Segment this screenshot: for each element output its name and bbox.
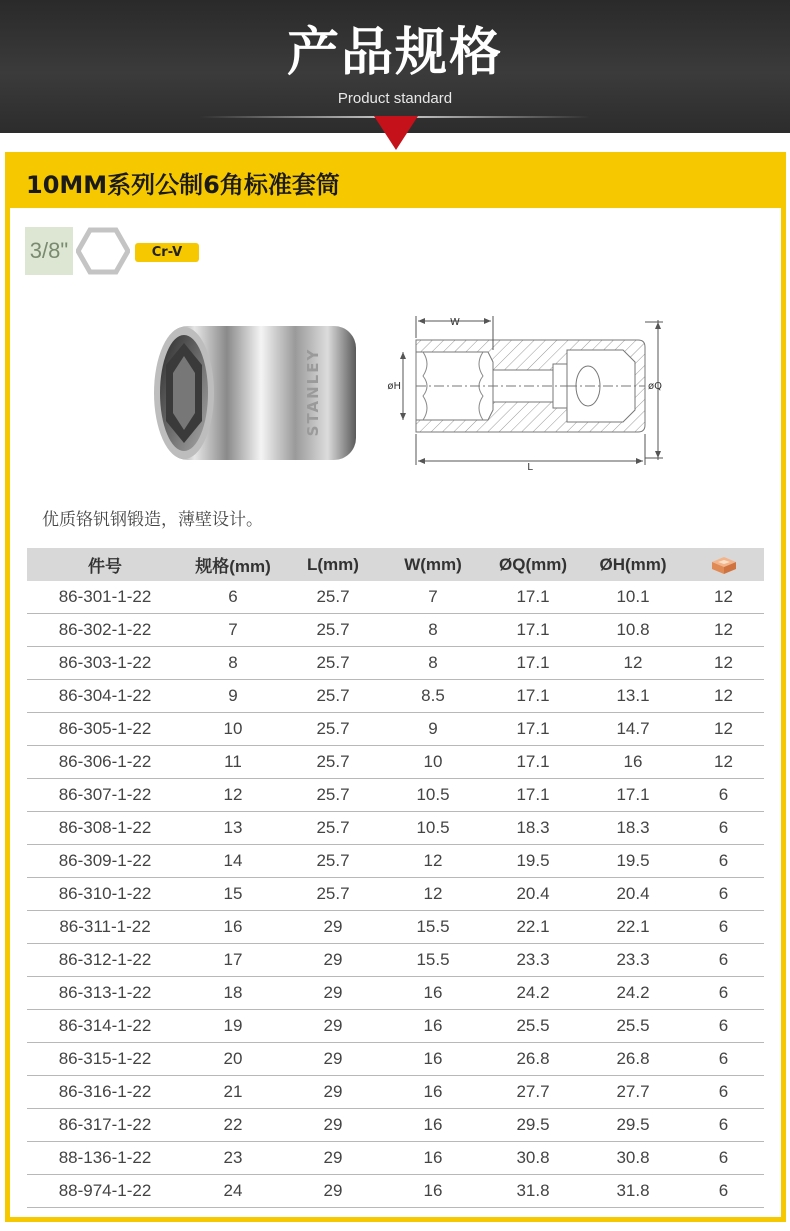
cell-width: 15.5 <box>383 944 483 977</box>
header-box-quantity <box>683 548 764 581</box>
cell-size: 14 <box>183 845 283 878</box>
cell-head-diameter: 26.8 <box>583 1043 683 1076</box>
material-badge: Cr-V <box>135 243 199 262</box>
cell-head-diameter: 10.1 <box>583 581 683 614</box>
cell-width: 8 <box>383 647 483 680</box>
cell-outer-diameter: 26.8 <box>483 1043 583 1076</box>
table-row <box>27 1010 764 1043</box>
cell-width: 16 <box>383 1175 483 1208</box>
socket-dimension-diagram <box>383 310 673 470</box>
table-row <box>27 944 764 977</box>
table-row <box>27 680 764 713</box>
table-row <box>27 779 764 812</box>
cell-part-number: 86-305-1-22 <box>27 713 183 746</box>
table-row <box>27 581 764 614</box>
cell-box-quantity: 6 <box>683 911 764 944</box>
cell-length: 25.7 <box>283 812 383 845</box>
cell-length: 29 <box>283 911 383 944</box>
cell-width: 16 <box>383 1043 483 1076</box>
cell-box-quantity: 6 <box>683 1043 764 1076</box>
cell-head-diameter: 27.7 <box>583 1076 683 1109</box>
cell-outer-diameter: 29.5 <box>483 1109 583 1142</box>
cell-part-number: 86-307-1-22 <box>27 779 183 812</box>
cell-size: 15 <box>183 878 283 911</box>
cell-head-diameter: 25.5 <box>583 1010 683 1043</box>
cell-box-quantity: 12 <box>683 614 764 647</box>
cell-width: 7 <box>383 581 483 614</box>
cell-part-number: 86-306-1-22 <box>27 746 183 779</box>
cell-length: 25.7 <box>283 845 383 878</box>
cell-width: 10.5 <box>383 779 483 812</box>
table-row <box>27 1109 764 1142</box>
cell-width: 16 <box>383 1142 483 1175</box>
cell-length: 25.7 <box>283 647 383 680</box>
cell-box-quantity: 6 <box>683 845 764 878</box>
cell-size: 19 <box>183 1010 283 1043</box>
cell-width: 10.5 <box>383 812 483 845</box>
cell-width: 9 <box>383 713 483 746</box>
down-arrow-icon <box>374 116 418 150</box>
cell-outer-diameter: 25.5 <box>483 1010 583 1043</box>
table-row <box>27 1142 764 1175</box>
socket-photo <box>148 318 373 468</box>
cell-outer-diameter: 24.2 <box>483 977 583 1010</box>
cell-length: 25.7 <box>283 746 383 779</box>
cell-outer-diameter: 17.1 <box>483 581 583 614</box>
table-row <box>27 911 764 944</box>
table-row <box>27 1076 764 1109</box>
cell-outer-diameter: 17.1 <box>483 647 583 680</box>
cell-size: 16 <box>183 911 283 944</box>
cell-size: 20 <box>183 1043 283 1076</box>
cell-part-number: 86-304-1-22 <box>27 680 183 713</box>
table-row <box>27 614 764 647</box>
cell-part-number: 86-311-1-22 <box>27 911 183 944</box>
cell-width: 8 <box>383 614 483 647</box>
cell-length: 29 <box>283 1142 383 1175</box>
cell-size: 7 <box>183 614 283 647</box>
cell-length: 29 <box>283 944 383 977</box>
banner-subtitle: Product standard <box>337 90 453 107</box>
cell-part-number: 86-312-1-22 <box>27 944 183 977</box>
cell-head-diameter: 31.8 <box>583 1175 683 1208</box>
header-size: 规格(mm) <box>183 548 283 581</box>
cell-box-quantity: 12 <box>683 680 764 713</box>
cell-part-number: 86-302-1-22 <box>27 614 183 647</box>
cell-length: 25.7 <box>283 713 383 746</box>
cell-length: 29 <box>283 1175 383 1208</box>
table-row <box>27 878 764 911</box>
cell-outer-diameter: 18.3 <box>483 812 583 845</box>
cell-outer-diameter: 22.1 <box>483 911 583 944</box>
cell-outer-diameter: 19.5 <box>483 845 583 878</box>
cell-head-diameter: 30.8 <box>583 1142 683 1175</box>
cell-width: 10 <box>383 746 483 779</box>
box-quantity-icon <box>709 554 739 576</box>
cell-size: 21 <box>183 1076 283 1109</box>
cell-size: 17 <box>183 944 283 977</box>
cell-head-diameter: 22.1 <box>583 911 683 944</box>
cell-box-quantity: 6 <box>683 1010 764 1043</box>
cell-head-diameter: 17.1 <box>583 779 683 812</box>
cell-box-quantity: 12 <box>683 713 764 746</box>
cell-outer-diameter: 17.1 <box>483 614 583 647</box>
cell-outer-diameter: 31.8 <box>483 1175 583 1208</box>
dim-label-l: L <box>527 462 533 470</box>
cell-outer-diameter: 20.4 <box>483 878 583 911</box>
cell-outer-diameter: 23.3 <box>483 944 583 977</box>
cell-width: 16 <box>383 1010 483 1043</box>
cell-box-quantity: 12 <box>683 746 764 779</box>
drive-size-badge: 3/8" <box>25 227 73 275</box>
cell-outer-diameter: 17.1 <box>483 746 583 779</box>
cell-box-quantity: 6 <box>683 1175 764 1208</box>
cell-width: 16 <box>383 1109 483 1142</box>
cell-width: 8.5 <box>383 680 483 713</box>
dim-label-h: øH <box>387 381 401 392</box>
table-row <box>27 845 764 878</box>
spec-table <box>27 548 764 1208</box>
cell-head-diameter: 29.5 <box>583 1109 683 1142</box>
table-row <box>27 1043 764 1076</box>
cell-part-number: 86-314-1-22 <box>27 1010 183 1043</box>
table-header-row <box>27 548 764 581</box>
cell-size: 8 <box>183 647 283 680</box>
cell-outer-diameter: 27.7 <box>483 1076 583 1109</box>
cell-part-number: 86-303-1-22 <box>27 647 183 680</box>
cell-width: 12 <box>383 878 483 911</box>
header-length: L(mm) <box>283 548 383 581</box>
cell-head-diameter: 16 <box>583 746 683 779</box>
cell-width: 16 <box>383 977 483 1010</box>
cell-head-diameter: 14.7 <box>583 713 683 746</box>
cell-head-diameter: 23.3 <box>583 944 683 977</box>
header-outer-diameter: ØQ(mm) <box>483 548 583 581</box>
cell-part-number: 86-301-1-22 <box>27 581 183 614</box>
cell-box-quantity: 6 <box>683 1142 764 1175</box>
cell-box-quantity: 6 <box>683 977 764 1010</box>
cell-length: 29 <box>283 1076 383 1109</box>
table-row <box>27 812 764 845</box>
cell-length: 25.7 <box>283 614 383 647</box>
cell-part-number: 88-974-1-22 <box>27 1175 183 1208</box>
cell-size: 24 <box>183 1175 283 1208</box>
cell-length: 29 <box>283 1043 383 1076</box>
cell-size: 9 <box>183 680 283 713</box>
section-title: 10MM系列公制6角标准套筒 <box>26 171 340 199</box>
hexagon-icon <box>76 226 130 276</box>
cell-size: 12 <box>183 779 283 812</box>
cell-head-diameter: 19.5 <box>583 845 683 878</box>
product-description: 优质铬钒钢锻造，薄壁设计。 <box>42 510 263 530</box>
cell-head-diameter: 18.3 <box>583 812 683 845</box>
table-row <box>27 713 764 746</box>
cell-part-number: 86-316-1-22 <box>27 1076 183 1109</box>
cell-part-number: 86-315-1-22 <box>27 1043 183 1076</box>
header-width: W(mm) <box>383 548 483 581</box>
cell-size: 10 <box>183 713 283 746</box>
header-head-diameter: ØH(mm) <box>583 548 683 581</box>
banner-title: 产品规格 <box>286 22 503 83</box>
cell-size: 6 <box>183 581 283 614</box>
cell-outer-diameter: 17.1 <box>483 680 583 713</box>
cell-length: 29 <box>283 1010 383 1043</box>
cell-size: 23 <box>183 1142 283 1175</box>
cell-box-quantity: 6 <box>683 878 764 911</box>
socket-brand-engraving: STANLEY <box>304 347 322 437</box>
cell-part-number: 88-136-1-22 <box>27 1142 183 1175</box>
dim-label-w: W <box>450 317 460 328</box>
cell-box-quantity: 6 <box>683 1076 764 1109</box>
cell-length: 25.7 <box>283 779 383 812</box>
cell-head-diameter: 20.4 <box>583 878 683 911</box>
cell-outer-diameter: 17.1 <box>483 779 583 812</box>
cell-width: 15.5 <box>383 911 483 944</box>
cell-box-quantity: 6 <box>683 779 764 812</box>
cell-width: 12 <box>383 845 483 878</box>
cell-width: 16 <box>383 1076 483 1109</box>
cell-part-number: 86-317-1-22 <box>27 1109 183 1142</box>
cell-box-quantity: 6 <box>683 812 764 845</box>
cell-part-number: 86-313-1-22 <box>27 977 183 1010</box>
cell-size: 13 <box>183 812 283 845</box>
table-row <box>27 647 764 680</box>
cell-head-diameter: 13.1 <box>583 680 683 713</box>
cell-box-quantity: 12 <box>683 647 764 680</box>
cell-length: 29 <box>283 977 383 1010</box>
cell-outer-diameter: 30.8 <box>483 1142 583 1175</box>
cell-box-quantity: 12 <box>683 581 764 614</box>
cell-head-diameter: 24.2 <box>583 977 683 1010</box>
table-row <box>27 1175 764 1208</box>
cell-part-number: 86-308-1-22 <box>27 812 183 845</box>
cell-length: 25.7 <box>283 581 383 614</box>
cell-length: 25.7 <box>283 680 383 713</box>
table-row <box>27 977 764 1010</box>
table-row <box>27 746 764 779</box>
cell-part-number: 86-310-1-22 <box>27 878 183 911</box>
cell-length: 29 <box>283 1109 383 1142</box>
header-part-number: 件号 <box>27 548 183 581</box>
cell-size: 11 <box>183 746 283 779</box>
cell-head-diameter: 10.8 <box>583 614 683 647</box>
cell-size: 18 <box>183 977 283 1010</box>
cell-size: 22 <box>183 1109 283 1142</box>
cell-part-number: 86-309-1-22 <box>27 845 183 878</box>
cell-box-quantity: 6 <box>683 944 764 977</box>
top-banner <box>0 0 790 133</box>
cell-length: 25.7 <box>283 878 383 911</box>
cell-box-quantity: 6 <box>683 1109 764 1142</box>
cell-outer-diameter: 17.1 <box>483 713 583 746</box>
cell-head-diameter: 12 <box>583 647 683 680</box>
dim-label-q: øQ <box>648 381 662 392</box>
